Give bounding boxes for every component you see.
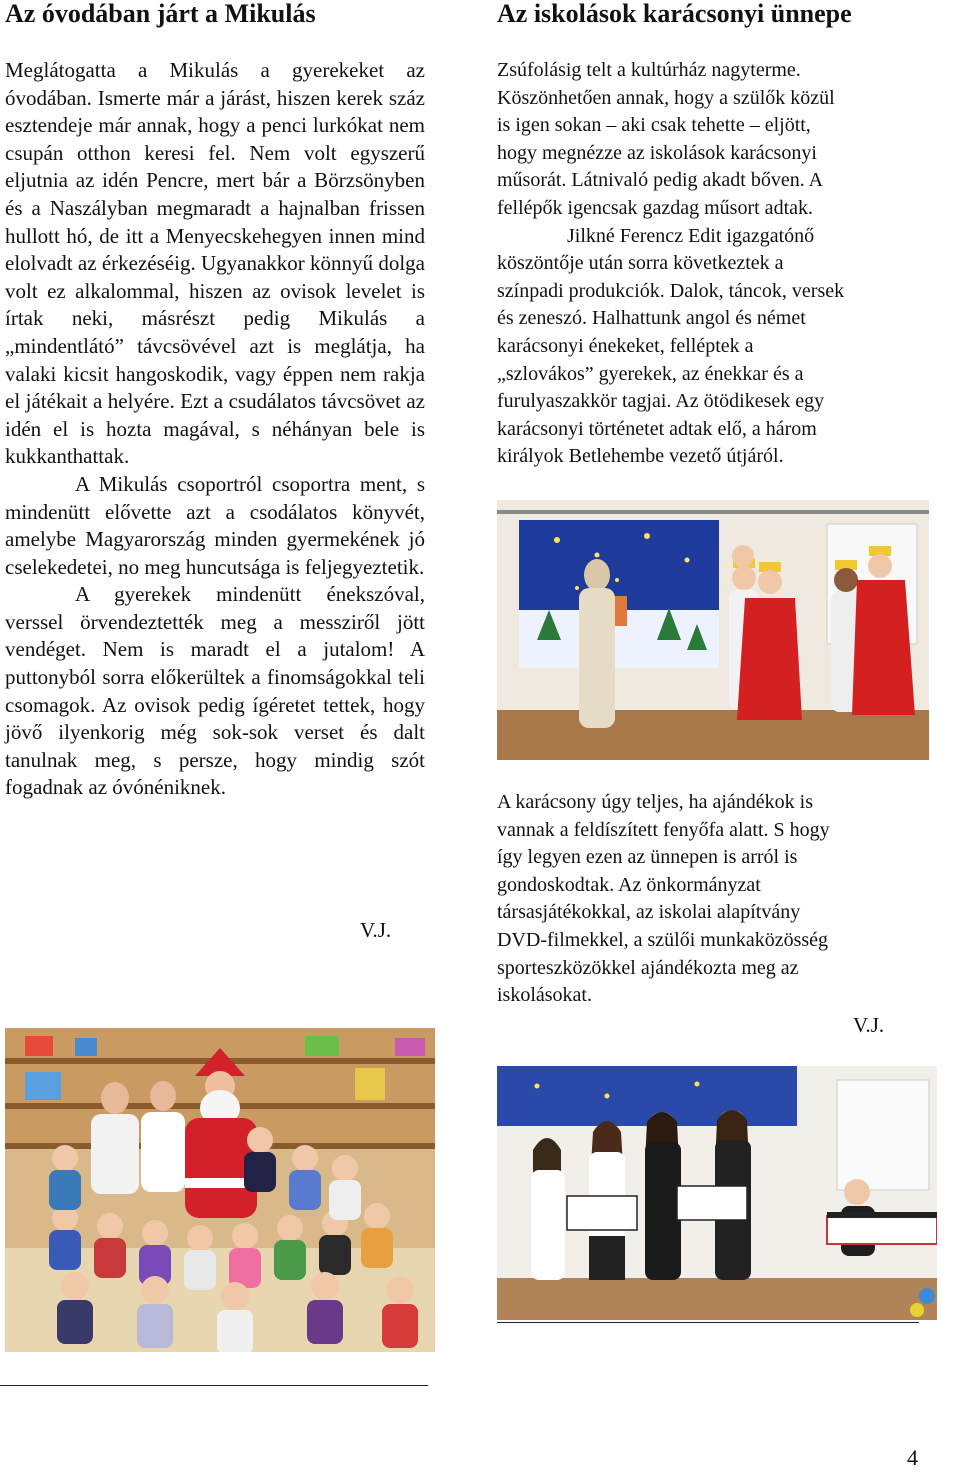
line: sporteszközökkel ajándékozta meg az xyxy=(497,956,799,979)
left-divider-rule xyxy=(0,1385,428,1386)
right-signature: V.J. xyxy=(853,1013,885,1037)
line: DVD-filmekkel, a szülői munkaközösség xyxy=(497,928,829,951)
line: Köszönhetően annak, hogy a szülők közül xyxy=(497,86,835,109)
left-article-body xyxy=(5,57,425,802)
recorder-ensemble-photo xyxy=(497,1066,937,1320)
left-paragraph-1: Meglátogatta a Mikulás a gyerekeket az óvodában. Ismerte már a járást, hiszen kerek száz esztendeje már annak, hogy a penci lurkókat nem csupán otthon keresi fel. Nem volt egyszerű eljutnia az idén Pencre, mert bár a Börzsönyben és a Naszályban megmaradt a hajnalban frissen hullott hó, de itt a Menyecskehegyen innen mind elolvadt az érkezéséig. Ugyanakkor könnyű dolga volt ez alkalommal, hiszen az ovisok levelet is írtak neki, másrészt pedig Mikulás a „mindentlátó” távcsövével azt is meglátja, ha valaki kicsit hangoskodik, vagy éppen nem rakja el játékait a helyére. Ezt a csudálatos távcsövet az idén el is hozta magával, s néhányan bele is kukkanthattak. xyxy=(5,58,425,469)
line: Zsúfolásig telt a kultúrház nagyterme. xyxy=(497,59,801,81)
line: hogy megnézze az iskolások karácsonyi xyxy=(497,141,817,164)
page-number: 4 xyxy=(907,1445,918,1470)
line: köszöntője után sorra következtek a xyxy=(497,252,784,275)
right-article-title: Az iskolások karácsonyi ünnepe xyxy=(497,0,852,28)
line: társasjátékokkal, az iskolai alapítvány xyxy=(497,901,801,924)
line: Jilkné Ferencz Edit igazgatónő xyxy=(567,224,815,247)
right-paragraph-3 xyxy=(497,789,937,1010)
line: gondoskodtak. Az önkormányzat xyxy=(497,873,761,896)
line: királyok Betlehembe vezető útjáról. xyxy=(497,445,784,468)
line: és zeneszó. Halhattunk angol és német xyxy=(497,307,806,330)
line: fellépők igencsak gazdag műsort adtak. xyxy=(497,196,813,219)
mikulas-kindergarten-photo xyxy=(5,1028,435,1352)
line: karácsonyi énekeket, felléptek a xyxy=(497,334,754,357)
left-paragraph-3: A gyerekek mindenütt énekszóval, verssel örvendeztették meg a messziről jött vendéget. Nem is maradt el a jutalom! A puttonyból sorra előkerültek a finomságokkal teli csomagok. Az ovisok pedig ígéretet tettek, hogy jövő ilyenkorig még sok-sok verset és dalt tanulnak meg, s persze, hogy mindig szót fogadnak az óvónéniknek. xyxy=(5,582,425,800)
left-paragraph-2: A Mikulás csoportról csoportra ment, s mindenütt elővette azt a csodálatos könyvét, amelybe Magyarország minden gyermekének jó cselekedetei, no meg huncutsága is feljegyeztetik. xyxy=(5,471,425,579)
line: „szlovákos” gyerekek, az énekkar és a xyxy=(497,362,804,385)
line: így legyen ezen az ünnepen is arról is xyxy=(497,846,798,869)
line: műsorát. Látnivaló pedig akadt bőven. A xyxy=(497,169,824,192)
nativity-play-photo xyxy=(497,500,929,760)
line: furulyaszakkör tagjai. Az ötödikesek egy xyxy=(497,390,825,413)
line: A karácsony úgy teljes, ha ajándékok is xyxy=(497,791,814,813)
line: karácsonyi történetet adtak elő, a három xyxy=(497,417,817,440)
left-article-title: Az óvodában járt a Mikulás xyxy=(5,0,316,28)
line: színpadi produkciók. Dalok, táncok, versek xyxy=(497,279,845,302)
left-signature: V.J. xyxy=(360,918,392,942)
line: iskolásokat. xyxy=(497,984,592,1007)
right-divider-rule xyxy=(497,1322,919,1323)
line: is igen sokan – aki csak tehette – eljött, xyxy=(497,114,811,137)
line: vannak a feldíszített fenyőfa alatt. S hogy xyxy=(497,818,830,841)
right-paragraph-1 xyxy=(497,57,937,471)
